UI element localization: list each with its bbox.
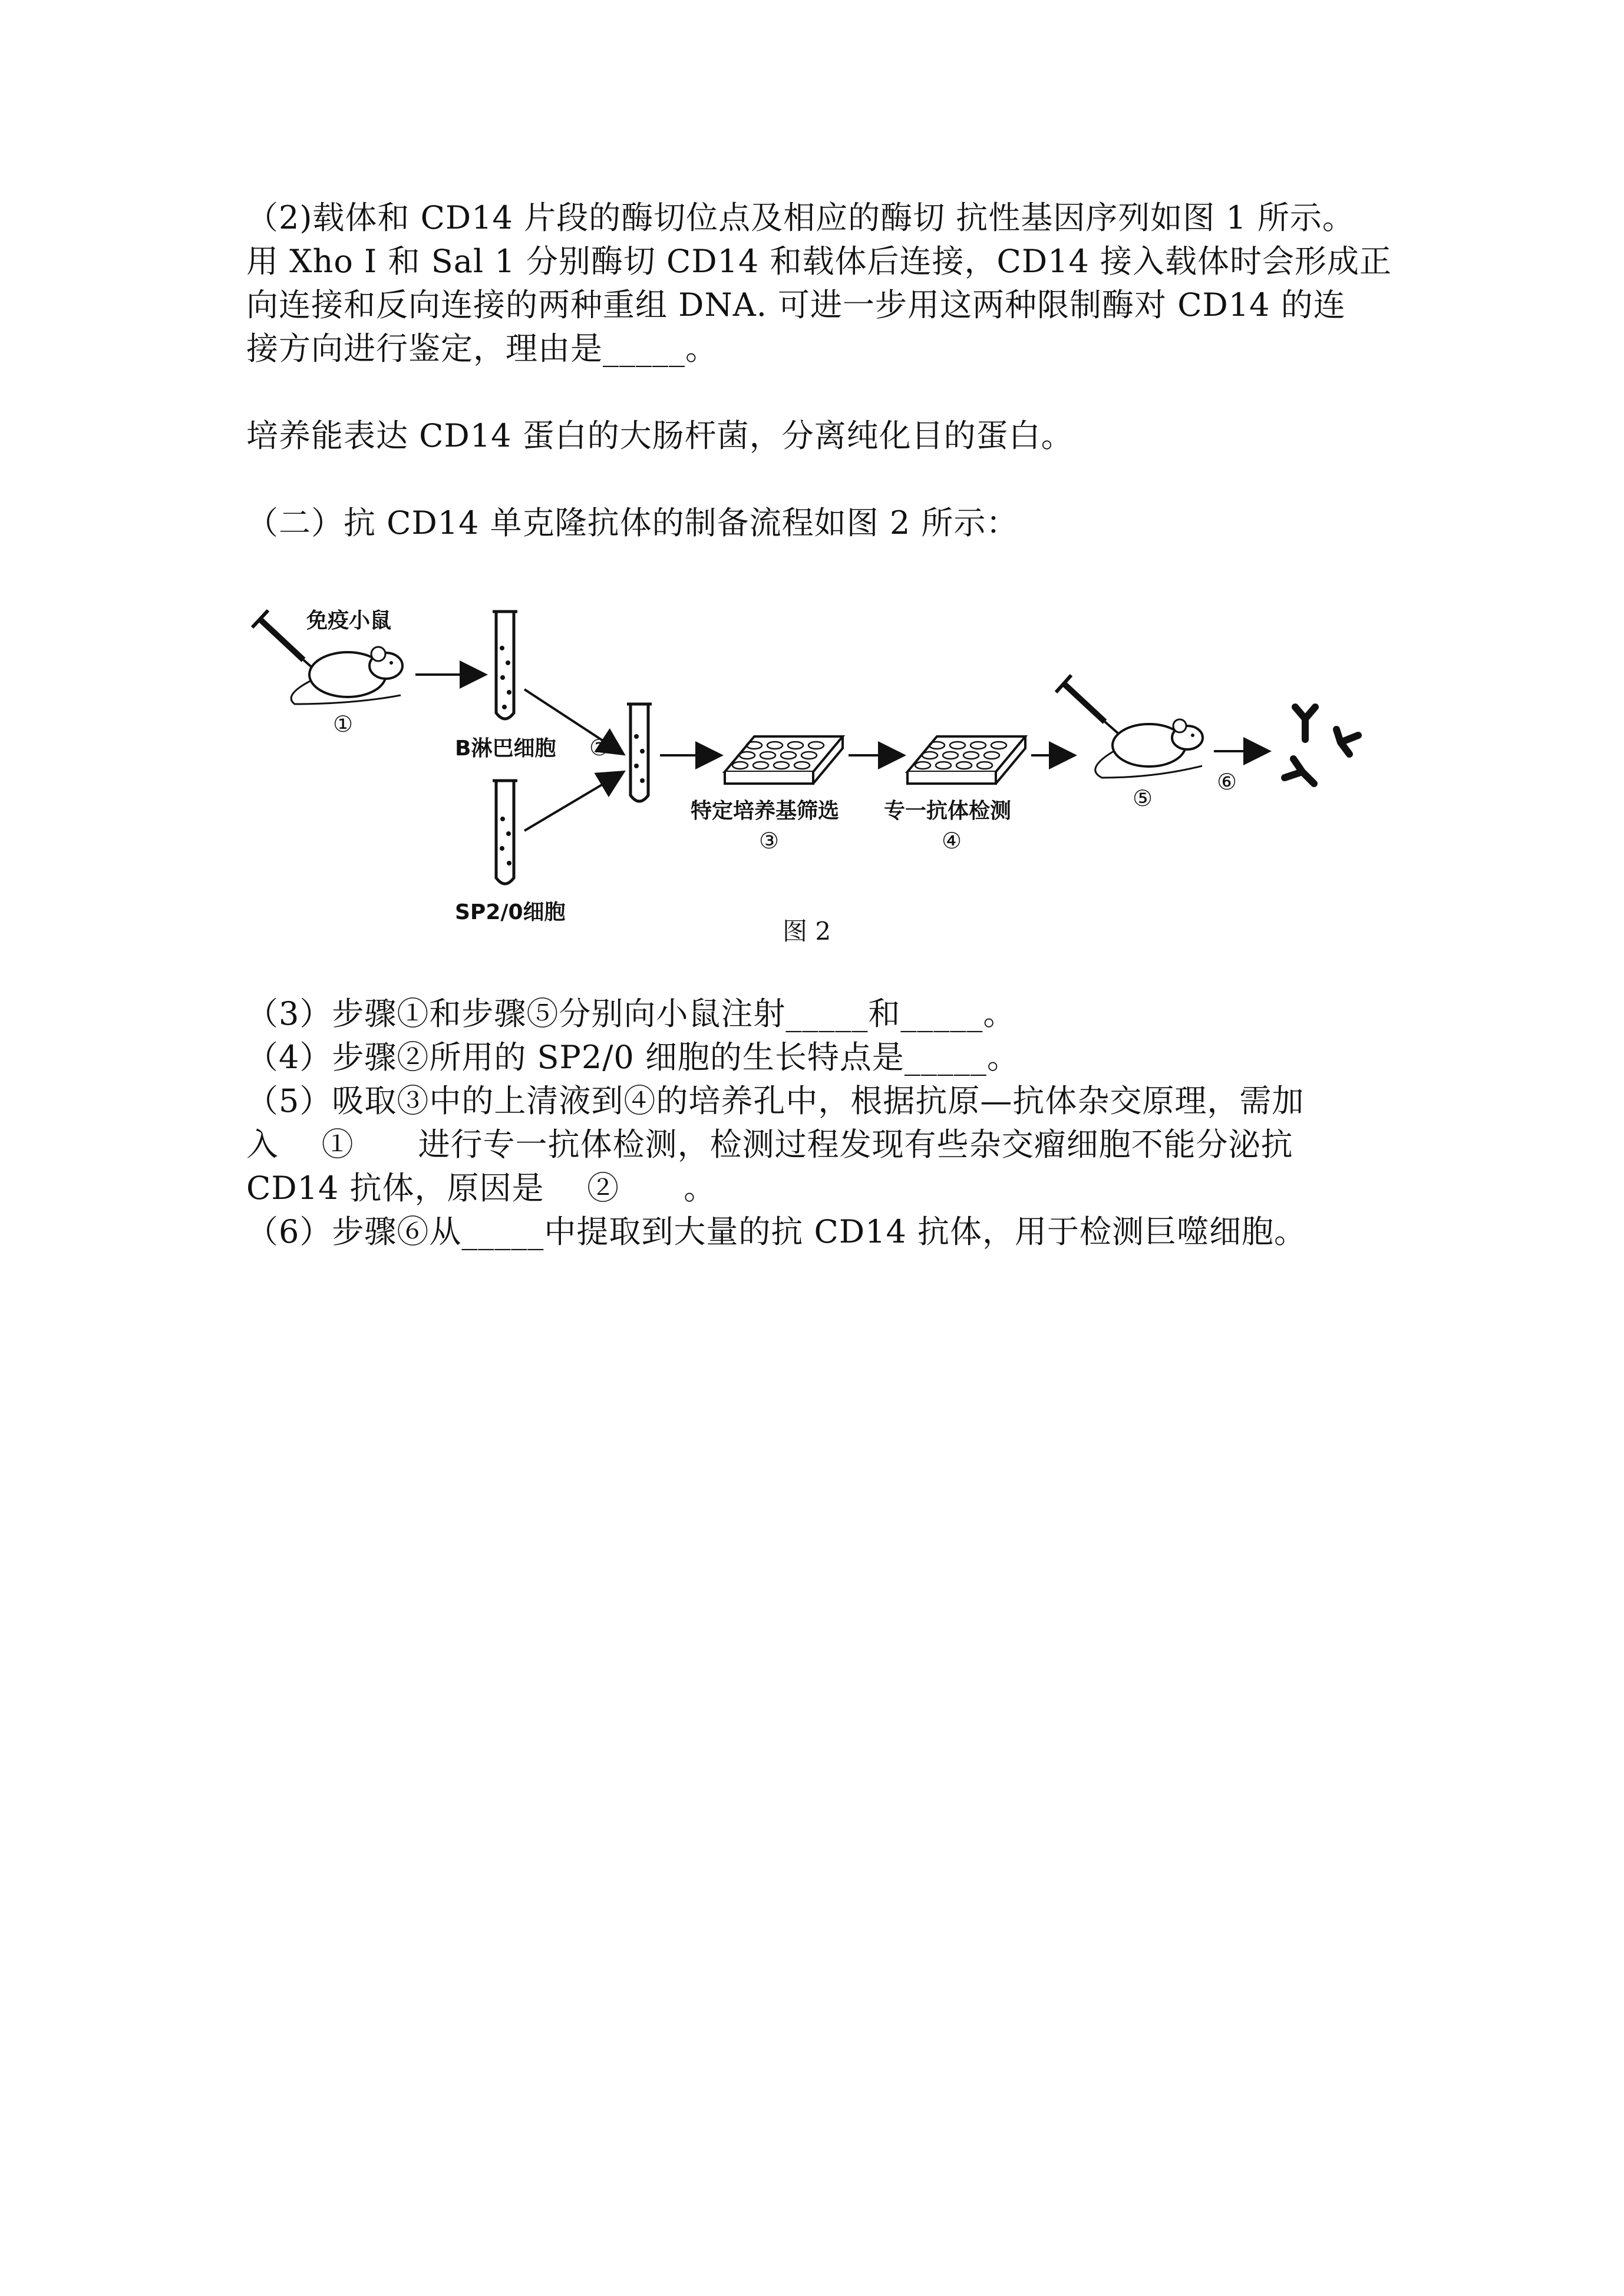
step-3-marker: ③ — [759, 828, 780, 854]
figure-2-flowchart — [247, 601, 1402, 966]
question-5-line-3: CD14 抗体，原因是 ② 。 — [246, 1170, 717, 1207]
antibody-icon — [1285, 707, 1358, 784]
step-6-marker: ⑥ — [1217, 769, 1237, 795]
culture-paragraph: 培养能表达 CD14 蛋白的大肠杆菌，分离纯化目的蛋白。 — [246, 417, 1074, 454]
sp2-cell-tube-icon — [493, 781, 517, 884]
paragraph-2-line-3: 向连接和反向连接的两种重组 DNA. 可进一步用这两种限制酶对 CD14 的连 — [246, 286, 1346, 323]
step-2-marker: ② — [589, 735, 610, 761]
fused-cell-tube-icon — [627, 704, 652, 801]
question-5-line-2: 入 ① 进行专一抗体检测，检测过程发现有些杂交瘤细胞不能分泌抗 — [246, 1126, 1293, 1163]
step-5-marker: ⑤ — [1133, 785, 1153, 811]
question-3: （3）步骤①和步骤⑤分别向小鼠注射_____和_____。 — [246, 995, 1016, 1032]
figure-2-caption: 图 2 — [783, 917, 831, 946]
step-1-marker: ① — [333, 711, 354, 737]
b-cell-tube-icon — [493, 612, 517, 719]
step-4-marker: ④ — [942, 828, 962, 854]
paragraph-2-line-4: 接方向进行鉴定，理由是_____。 — [246, 330, 718, 367]
section-2-heading: （二）抗 CD14 单克隆抗体的制备流程如图 2 所示： — [246, 504, 1019, 541]
mouse-icon — [291, 647, 402, 704]
question-5-line-1: （5）吸取③中的上清液到④的培养孔中，根据抗原—抗体杂交原理，需加 — [246, 1082, 1305, 1119]
selective-medium-label: 特定培养基筛选 — [691, 799, 840, 823]
b-lymphocyte-label: B淋巴细胞 — [455, 736, 556, 761]
paragraph-2-line-1: （2)载体和 CD14 片段的酶切位点及相应的酶切 抗性基因序列如图 1 所示。 — [246, 199, 1355, 236]
question-6: （6）步骤⑥从_____中提取到大量的抗 CD14 抗体，用于检测巨噬细胞。 — [246, 1213, 1307, 1250]
sp2-cell-label: SP2/0细胞 — [455, 900, 566, 924]
antibody-detection-label: 专一抗体检测 — [884, 799, 1012, 823]
paragraph-2-line-2: 用 Xho I 和 Sal 1 分别酶切 CD14 和载体后连接，CD14 接入载体时会形成正 — [246, 243, 1392, 280]
immunized-mouse-label: 免疫小鼠 — [306, 609, 392, 633]
question-4: （4）步骤②所用的 SP2/0 细胞的生长特点是_____。 — [246, 1039, 1019, 1076]
culture-plate-icon — [907, 736, 1025, 784]
syringe-icon — [1056, 675, 1128, 742]
culture-plate-icon — [725, 736, 843, 784]
arrow — [524, 773, 622, 831]
